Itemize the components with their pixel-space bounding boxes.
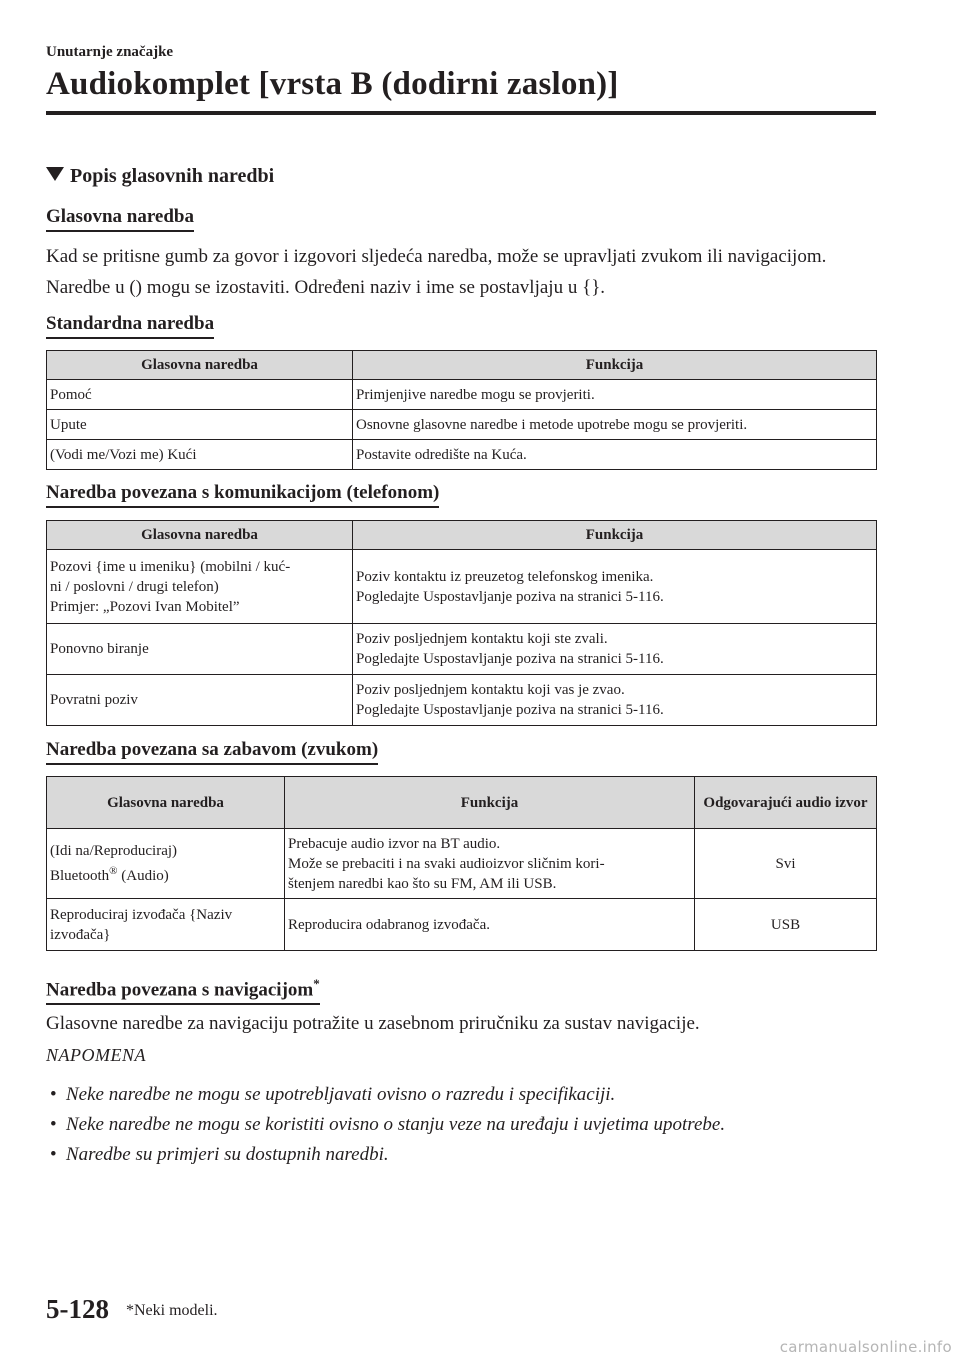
page-number: 5-128 bbox=[46, 1294, 109, 1324]
table-cell: Svi bbox=[695, 829, 877, 899]
note-heading: NAPOMENA bbox=[46, 1045, 146, 1065]
cell-line: Pogledajte Uspostavljanje poziva na stranici 5-116. bbox=[356, 588, 664, 605]
bluetooth-text: Bluetooth bbox=[50, 868, 110, 884]
cell-line: Poziv posljednjem kontaktu koji ste zvali. bbox=[356, 631, 608, 647]
cell-line: izvođača} bbox=[50, 926, 111, 943]
voice-command-text: Kad se pritisne gumb za govor i izgovori sljedeća naredba, može se upravljati zvukom ili navigacijom. Naredbe u () mogu se izostaviti. Određeni naziv i ime se postavljaju u {}. bbox=[46, 246, 827, 298]
bullet-icon: • bbox=[50, 1084, 57, 1105]
cell-line: Povratni poziv bbox=[50, 692, 138, 708]
cell-line bbox=[50, 861, 281, 886]
column-header: Funkcija bbox=[353, 351, 877, 380]
table-cell bbox=[47, 829, 285, 899]
navigation-text: Glasovne naredbe za navigaciju potražite u zasebnom priručniku za sustav navigacije. bbox=[46, 1013, 700, 1034]
title-rule bbox=[46, 111, 876, 115]
cell-line: Pozovi {ime u imeniku} (mobilni / kuć- bbox=[50, 558, 291, 575]
cell-line: (Idi na/Reproduciraj) bbox=[50, 843, 178, 859]
table-row bbox=[47, 899, 877, 951]
entertainment-command-heading: Naredba povezana sa zabavom (zvukom) bbox=[46, 739, 378, 765]
communication-command-table bbox=[46, 520, 877, 726]
table-cell: (Vodi me/Vozi me) Kući bbox=[47, 440, 353, 470]
table-row bbox=[47, 675, 877, 726]
table-cell bbox=[47, 899, 285, 951]
communication-command-heading: Naredba povezana s komunikacijom (telefonom) bbox=[46, 482, 439, 508]
cell-line: Može se prebaciti i na svaki audioizvor sličnim kori- bbox=[288, 855, 605, 872]
table-row bbox=[47, 829, 877, 899]
entertainment-command-table bbox=[46, 776, 877, 951]
column-header: Funkcija bbox=[353, 521, 877, 550]
section-title-text: Popis glasovnih naredbi bbox=[70, 165, 275, 187]
bullet-icon: • bbox=[50, 1114, 57, 1135]
cell-line: Primjer: „Pozovi Ivan Mobitel” bbox=[50, 598, 240, 615]
triangle-down-icon bbox=[46, 167, 64, 181]
table-header-row bbox=[47, 351, 877, 380]
bullet-icon: • bbox=[50, 1144, 57, 1165]
table-cell: USB bbox=[695, 899, 877, 951]
table-row bbox=[47, 440, 877, 470]
table-cell bbox=[285, 899, 695, 951]
list-item bbox=[50, 1140, 880, 1170]
table-cell: Pomoć bbox=[47, 380, 353, 410]
table-row bbox=[47, 380, 877, 410]
cell-line: štenjem naredbi kao što su FM, AM ili USB. bbox=[288, 875, 557, 892]
note-text: Neke naredbe ne mogu se upotrebljavati ovisno o razredu i specifikaciji. bbox=[66, 1084, 616, 1105]
table-cell bbox=[353, 675, 877, 726]
table-header-row bbox=[47, 521, 877, 550]
cell-line: Ponovno biranje bbox=[50, 641, 149, 657]
table-cell: Postavite odredište na Kuća. bbox=[353, 440, 877, 470]
audio-text: (Audio) bbox=[117, 868, 169, 884]
page-title: Audiokomplet [vrsta B (dodirni zaslon)] bbox=[46, 66, 619, 102]
column-header: Odgovarajući audio izvor bbox=[695, 777, 877, 829]
column-header: Glasovna naredba bbox=[47, 777, 285, 829]
table-cell bbox=[47, 550, 353, 624]
list-item bbox=[50, 1080, 880, 1110]
table-cell: Upute bbox=[47, 410, 353, 440]
table-cell bbox=[47, 624, 353, 675]
asterisk-mark: * bbox=[313, 976, 320, 991]
column-header: Glasovna naredba bbox=[47, 521, 353, 550]
column-header: Glasovna naredba bbox=[47, 351, 353, 380]
cell-line: Pogledajte Uspostavljanje poziva na stranici 5-116. bbox=[356, 651, 664, 667]
standard-command-table bbox=[46, 350, 877, 470]
standard-command-heading: Standardna naredba bbox=[46, 313, 214, 339]
cell-line: Poziv kontaktu iz preuzetog telefonskog imenika. bbox=[356, 568, 654, 585]
list-item bbox=[50, 1110, 880, 1140]
table-cell: Osnovne glasovne naredbe i metode upotrebe mogu se provjeriti. bbox=[353, 410, 877, 440]
cell-line: Pogledajte Uspostavljanje poziva na stranici 5-116. bbox=[356, 702, 664, 718]
cell-line: Reproducira odabranog izvođača. bbox=[288, 916, 490, 933]
cell-line: ni / poslovni / drugi telefon) bbox=[50, 578, 219, 595]
table-cell bbox=[285, 829, 695, 899]
table-cell: Primjenjive naredbe mogu se provjeriti. bbox=[353, 380, 877, 410]
footnote: *Neki modeli. bbox=[126, 1302, 218, 1319]
section-title bbox=[46, 165, 274, 188]
watermark: carmanualsonline.info bbox=[779, 1338, 952, 1356]
note-list bbox=[50, 1080, 880, 1170]
cell-line: Reproduciraj izvođača {Naziv bbox=[50, 906, 233, 923]
breadcrumb: Unutarnje značajke bbox=[46, 44, 174, 60]
table-row bbox=[47, 410, 877, 440]
table-header-row bbox=[47, 777, 877, 829]
navigation-command-heading bbox=[46, 973, 320, 1005]
navigation-heading-text: Naredba povezana s navigacijom bbox=[46, 979, 314, 1001]
table-cell bbox=[353, 624, 877, 675]
table-row bbox=[47, 550, 877, 624]
cell-line: Prebacuje audio izvor na BT audio. bbox=[288, 835, 501, 852]
note-text: Neke naredbe ne mogu se koristiti ovisno o stanju veze na uređaju i uvjetima upotrebe. bbox=[66, 1114, 726, 1135]
cell-line: Poziv posljednjem kontaktu koji vas je zvao. bbox=[356, 682, 625, 698]
column-header: Funkcija bbox=[285, 777, 695, 829]
registered-mark: ® bbox=[109, 865, 118, 877]
note-text: Naredbe su primjeri su dostupnih naredbi. bbox=[66, 1144, 389, 1165]
table-cell bbox=[353, 550, 877, 624]
voice-command-heading: Glasovna naredba bbox=[46, 206, 194, 232]
table-cell bbox=[47, 675, 353, 726]
table-row bbox=[47, 624, 877, 675]
